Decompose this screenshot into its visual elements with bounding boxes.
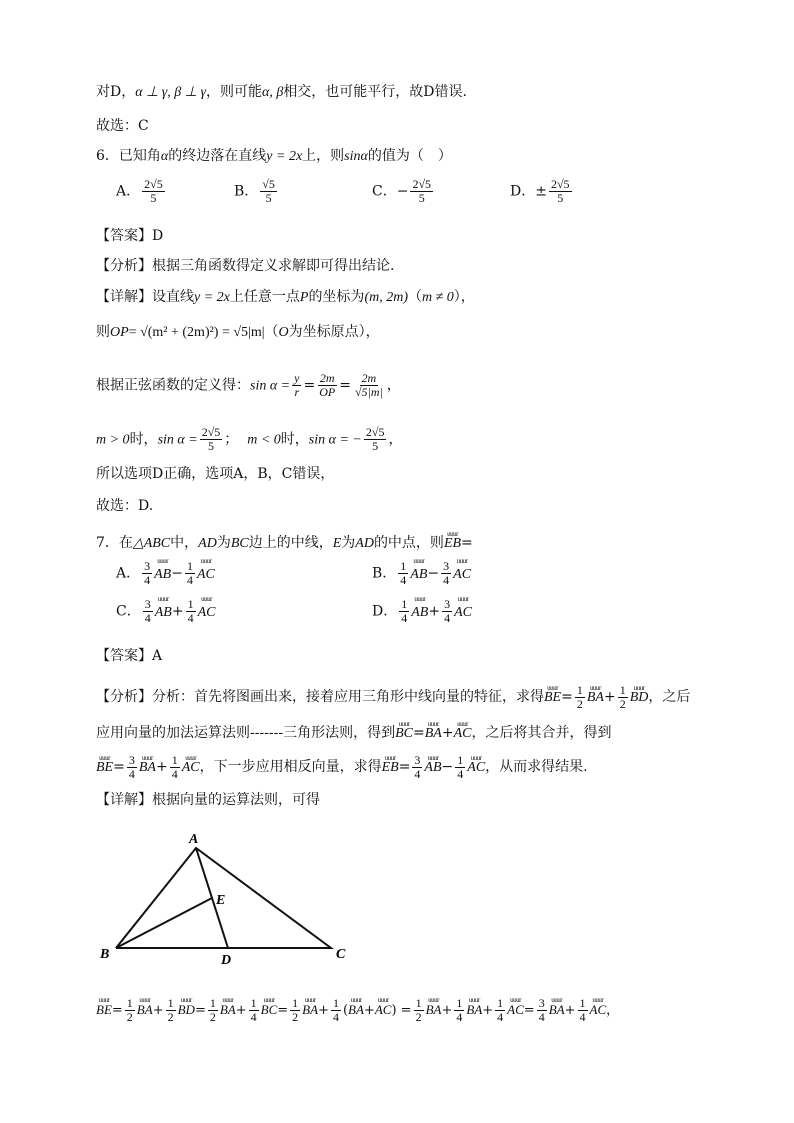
detail-line: 根据正弦函数的定义得：sin α = $\frac{y}{r}$ = $\frac{2m}{OP}$ = $\frac{2m}{√5|m|}$ ，: [96, 371, 401, 399]
detail-line: 所以选项D正确，选项A，B，C错误，: [96, 466, 335, 482]
text: 的终边落在直线: [168, 148, 267, 164]
text: 相交，也可能平行，故D错误.: [283, 84, 467, 100]
triangle-figure: [96, 828, 356, 968]
text-line: 故选：C: [96, 118, 149, 134]
detail-line: 【详解】设直线y = 2x上任意一点P的坐标为(m, 2m)（m ≠ 0），: [96, 289, 475, 305]
text: ，则可能: [205, 84, 262, 100]
label-b: B: [100, 947, 110, 962]
math: y = 2x: [266, 149, 303, 164]
option-b: B． $\frac{1}{4}$ uuur AB− $\frac{3}{4}$ uuur AC: [372, 560, 471, 587]
answer-tag: 【答案】: [96, 228, 152, 244]
derivation-line: uuur BE= $\frac{1}{2}$ uuur BA+ $\frac{1}{2}$ uuur BD= $\frac{1}{2}$ uuur BA+ $\frac{1}{4}$ uuur BC= $\frac{1}{2}$ uuur BA+ $\frac{1}{4}$ (uuur BA+uuur AC) = $\frac{1}{2}$ uuur BA+ $\frac{1}{4}$ uuur BA+ $\frac{1}{4}$ uuur AC= $\frac{3}{4}$ uuur BA+ $\frac{1}{4}$ uuur AC，: [96, 994, 619, 1024]
math: α, β: [261, 85, 284, 100]
analysis-line: 【分析】分析：首先将图画出来，接着应用三角形中线向量的特征，求得uuur BE= $\frac{1}{2}$ uuur BA+ $\frac{1}{2}$ uuur BD，之后: [96, 682, 690, 711]
option-d: D．± $\frac{2√5}{5}$: [510, 177, 570, 205]
math: sinα: [344, 149, 368, 164]
detail-tag: 【详解】: [96, 289, 152, 305]
detail-line: 【详解】根据向量的运算法则，可得: [96, 792, 320, 808]
analysis-tag: 【分析】: [96, 258, 152, 274]
label-d: D: [221, 953, 232, 968]
answer-line: [96, 226, 163, 246]
text: 6．已知角: [96, 148, 161, 164]
question-stem: 7．在△ABC中，AD为BC边上的中线，E为AD的中点，则uuur EB=: [96, 528, 473, 554]
answer-value: D: [152, 228, 164, 244]
label-c: C: [336, 947, 346, 962]
math: α ⊥ γ, β ⊥ γ: [135, 85, 206, 100]
text-line: [96, 82, 467, 103]
detail-line: 则OP= √(m² + (2m)²) = √5|m|（O为坐标原点），: [96, 324, 380, 340]
option-c: C．− $\frac{2√5}{5}$: [372, 177, 432, 205]
option-b: B． $\frac{√5}{5}$: [234, 177, 275, 205]
question-stem: [96, 146, 452, 167]
text: 的值为（ ）: [367, 148, 452, 164]
label-e: E: [216, 893, 226, 908]
vector: uuur EB: [444, 528, 461, 554]
answer-line: 【答案】A: [96, 648, 163, 664]
option-a: A． $\frac{2√5}{5}$: [116, 177, 163, 205]
segment-be: [116, 898, 212, 948]
option-c: C． $\frac{3}{4}$ uuur AB+ $\frac{1}{4}$ uuur AC: [116, 598, 215, 625]
analysis-line: uuur BE= $\frac{3}{4}$ uuur BA+ $\frac{1}{4}$ uuur AC，下一步应用相反向量，求得uuur EB= $\frac{3}{4}$ uuur AB− $\frac{1}{4}$ uuur AC，从而求得结果.: [96, 752, 588, 781]
option-a: A． $\frac{3}{4}$ uuur AB− $\frac{1}{4}$ uuur AC: [116, 560, 215, 587]
text: 上，则: [302, 148, 345, 164]
detail-line: 故选：D.: [96, 498, 154, 514]
text: 对D，: [96, 84, 136, 100]
option-d: D． $\frac{1}{4}$ uuur AB+ $\frac{3}{4}$ uuur AC: [372, 598, 472, 625]
detail-line: m > 0时，sin α = $\frac{2√5}{5}$ ； m < 0时，sin α = − $\frac{2√5}{5}$ ，: [96, 425, 403, 453]
analysis-line: 应用向量的加法运算法则-------三角形法则，得到uuur BC=uuur BA+uuur AC，之后将其合并，得到: [96, 718, 611, 744]
label-a: A: [189, 832, 199, 847]
math: α: [160, 149, 169, 164]
analysis-line: 【分析】根据三角函数得定义求解即可得出结论.: [96, 258, 395, 274]
